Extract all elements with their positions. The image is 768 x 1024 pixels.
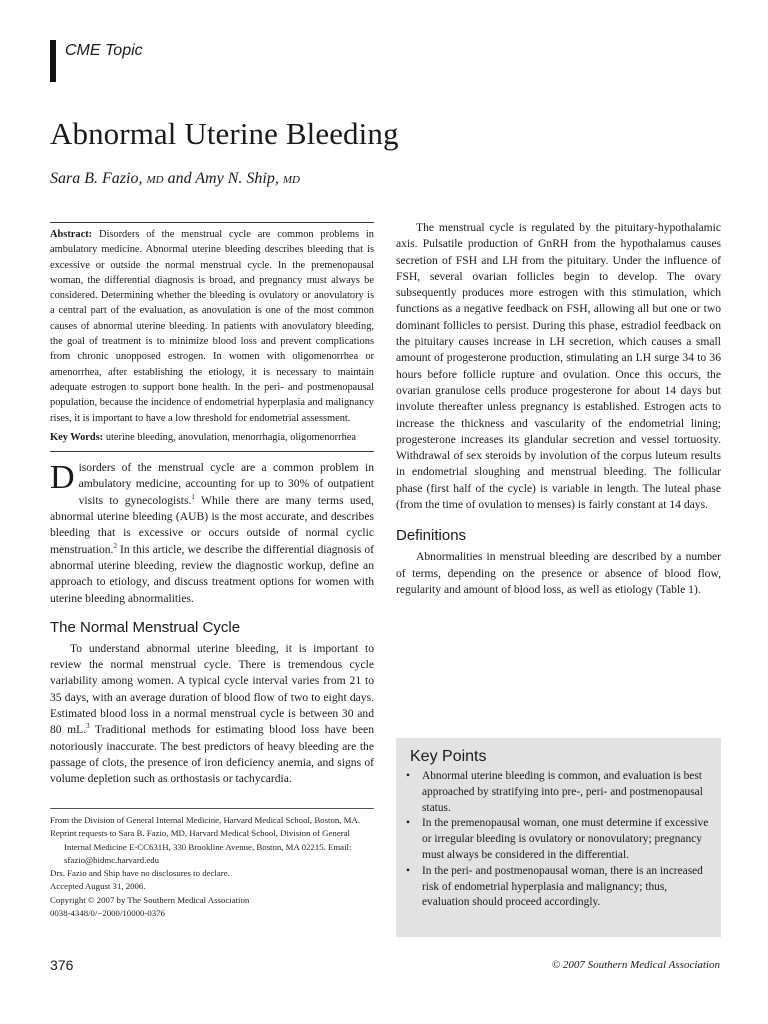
key-points-list xyxy=(404,769,713,911)
right-column xyxy=(396,220,721,598)
left-column xyxy=(50,222,374,788)
abstract-top-rule xyxy=(50,222,374,223)
author-degree: MD xyxy=(282,174,300,186)
abstract-text: Disorders of the menstrual cycle are common problems in ambulatory medicine. Abnormal uterine bleeding describes bleeding that is excessive or outside the normal menstrual cycle. In the premenopausal woman, the differential diagnosis is broad, and pregnancy must always be considered. Determining whether the bleeding is ovulatory or anovulatory is a central part of the evaluation, as anovulation is one of the most common causes of abnormal uterine bleeding. In patients with anovulatory bleeding, the goal of treatment is to minimize blood loss and prevent complications from chronic unopposed estrogen. In women with oligomenorrhea or amenorrhea, after establishing the etiology, it is necessary to maintain adequate estrogen to support bone health. In the peri- and postmenopausal population, because the incidence of endometrial hyperplasia and malignancy rises, it is important to have a low threshold for endometrial assessment. xyxy=(50,229,374,424)
footnote-disclosures: Drs. Fazio and Ship have no disclosures to declare. xyxy=(50,868,230,879)
key-point-item xyxy=(404,816,713,863)
keywords-label: Key Words: xyxy=(50,431,104,443)
intro-text-1: isorders of the menstrual cycle are a common problem in ambulatory medicine, accounting for up to 30% of outpatient visits to gynecologists. xyxy=(78,461,374,507)
key-points-title: Key Points xyxy=(410,748,487,765)
bullet-icon: • xyxy=(406,864,410,877)
section-heading-normal-cycle: The Normal Menstrual Cycle xyxy=(50,618,241,636)
citation-ref: 2 xyxy=(113,541,117,550)
bullet-icon: • xyxy=(406,817,410,830)
footnote-reprint-requests: Reprint requests to Sara B. Fazio, MD, Harvard Medical School, Division of General Internal Medicine E-CC631H, 330 Brookline Avenue, Boston, MA 02215. Email: sfazio@bidmc.harvard.edu xyxy=(50,828,352,865)
intro-text-3: In this article, we describe the differential diagnosis of abnormal uterine bleeding, review the diagnostic workup, define an approach to etiology, and discuss treatment options for women with uterine bleeding abnormalities. xyxy=(50,542,374,605)
abstract-bottom-rule xyxy=(50,451,374,452)
article-title: Abnormal Uterine Bleeding xyxy=(50,116,399,151)
normal-cycle-paragraph-2: The menstrual cycle is regulated by the pituitary-hypothalamic axis. Pulsatile production of GnRH from the hypothalamus causes secretion of FSH and LH from the pituitary. Under the influence of FSH, several ovarian follicles begin to develop. The ovary subsequently produces more estrogen with this stimulation, which functions as a negative feedback on FSH, allowing all but one or two dominant follicles to persist. During this phase, estradiol feedback on the pituitary causes increase in LH secretion, which causes a small amount of progesterone production, stimulating an LH surge 34 to 36 hours before follicle rupture and ovulation. Once this occurs, the ovarian granulose cells produce progesterone for about 14 days but involute thereafter unless pregnancy is established. Estrogen acts to increase the thickness and vascularity of the endometrial lining; progesterone increases its glandular secretion and vessel tortuosity. Withdrawal of sex steroids by involution of the corpus luteum results in endometrial sloughing and menstrual bleeding. The follicular phase (first half of the cycle) is variable in length. The luteal phase (from the time of ovulation to menses) is fairly constant at 14 days. xyxy=(396,221,721,512)
author-name: and Amy N. Ship, xyxy=(167,170,279,187)
page-number: 376 xyxy=(50,957,74,973)
key-points-box xyxy=(396,738,721,937)
key-point-text: In the premenopausal woman, one must determine if excessive or irregular bleeding is ovulatory or nonovulatory; pregnancy must always be considered in the differential. xyxy=(422,817,709,861)
author-degree: MD xyxy=(146,174,164,186)
normal-cycle-paragraph-1 xyxy=(50,641,374,788)
footnotes xyxy=(50,808,374,920)
author-line xyxy=(50,170,300,188)
footnote-affiliation: From the Division of General Internal Medicine, Harvard Medical School, Boston, MA. xyxy=(50,815,361,825)
footnote-rule xyxy=(50,808,374,809)
abstract-label: Abstract: xyxy=(50,229,93,240)
author-name: Sara B. Fazio, xyxy=(50,170,143,187)
footer-copyright: © 2007 Southern Medical Association xyxy=(551,959,720,971)
key-point-item xyxy=(404,769,713,816)
footnote-copyright: Copyright © 2007 by The Southern Medical Association xyxy=(50,894,250,905)
citation-ref: 3 xyxy=(86,722,90,731)
definitions-paragraph: Abnormalities in menstrual bleeding are described by a number of terms, depending on the presence or absence of blood flow, regularity and amount of blood loss, as well as etiology (Table 1). xyxy=(396,550,721,596)
intro-text-2: While there are many terms used, abnormal uterine bleeding (AUB) is the most accurate, and describes bleeding that is excessive or occurs outside of normal cyclic menstruation. xyxy=(50,493,374,556)
key-point-item xyxy=(404,864,713,911)
drop-cap: D xyxy=(50,459,75,497)
key-point-text: Abnormal uterine bleeding is common, and evaluation is best approached by stratifying into pre-, peri- and postmenopausal status. xyxy=(422,770,703,814)
footnote-accepted: Accepted August 31, 2006. xyxy=(50,881,146,892)
section-heading-definitions: Definitions xyxy=(396,527,467,545)
abstract xyxy=(50,227,374,426)
keywords-text: uterine bleeding, anovulation, menorrhagia, oligomenorrhea xyxy=(105,431,356,443)
normal-cycle-text-b: Traditional methods for estimating blood loss have been notoriously inaccurate. The best predictors of heavy bleeding are the passage of clots, the presence of iron deficiency anemia, and signs of volume depletion such as orthostasis or tachycardia. xyxy=(50,723,374,786)
citation-ref: 1 xyxy=(191,492,195,501)
normal-cycle-text-a: To understand abnormal uterine bleeding, it is important to review the normal menstrual cycle. There is tremendous cycle variability among women. A typical cycle interval varies from 21 to 35 days, with an average duration of blood flow of two to eight days. Estimated blood loss in a normal menstrual cycle is between 30 and 80 mL. xyxy=(50,641,374,737)
intro-paragraph xyxy=(50,460,374,607)
section-marker-bar xyxy=(50,40,56,82)
key-point-text: In the peri- and postmenopausal woman, there is an increased risk of endometrial hyperplasia and malignancy; thus, evaluation should proceed accordingly. xyxy=(422,864,703,909)
bullet-icon: • xyxy=(406,770,410,782)
footnote-issn: 0038-4348/0/−2000/10000-0376 xyxy=(50,908,165,919)
keywords xyxy=(50,430,374,445)
section-label: CME Topic xyxy=(65,42,143,59)
